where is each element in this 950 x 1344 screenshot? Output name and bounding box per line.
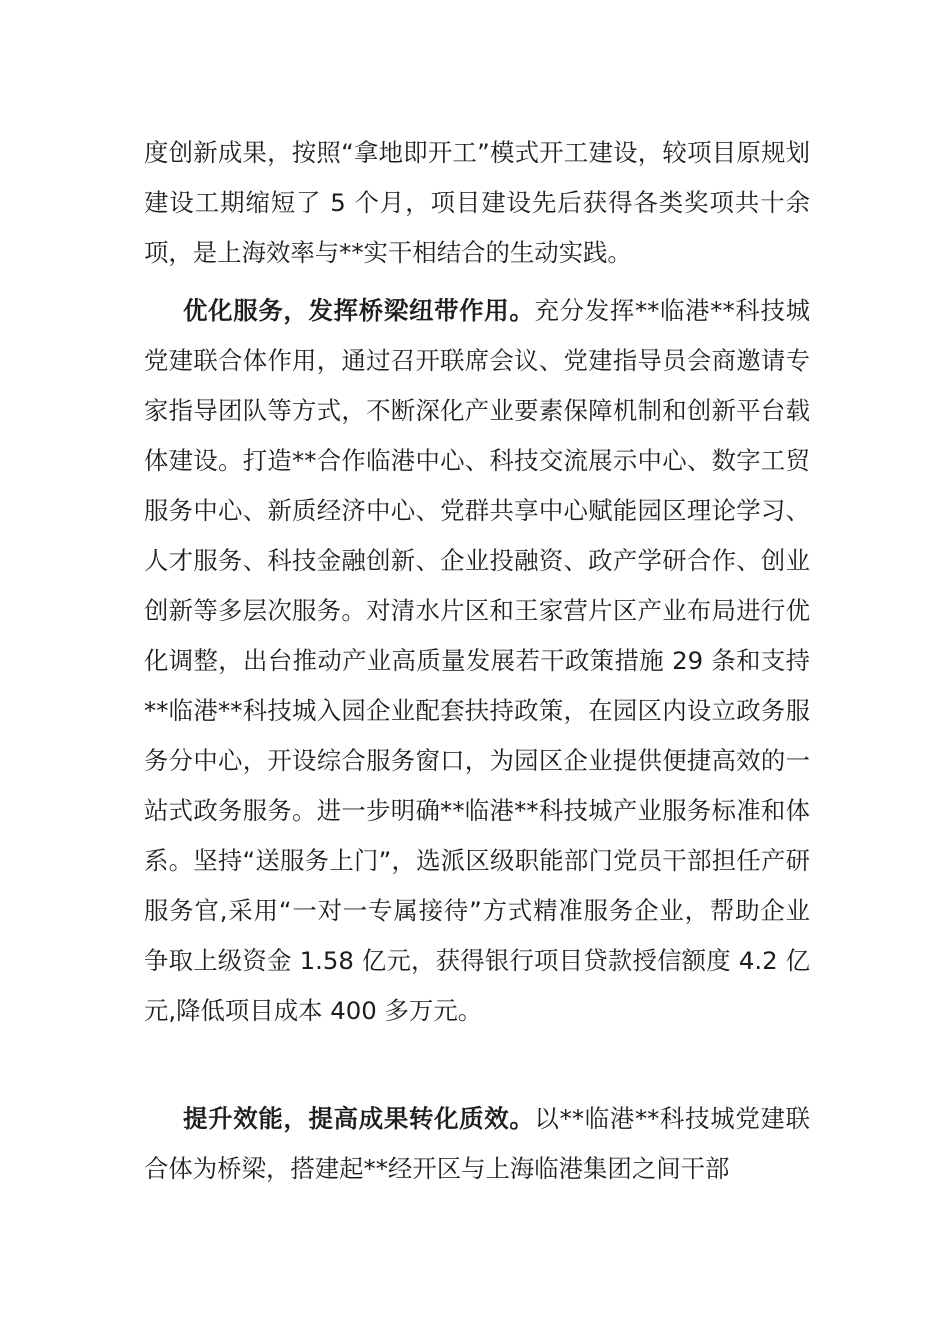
paragraph-3-body: 以**临港**科技城党建联合体为桥梁，搭建起**经开区与上海临港集团之间干部	[144, 1104, 810, 1183]
paragraph-2-heading: 优化服务，发挥桥梁纽带作用。	[183, 296, 535, 325]
paragraph-improve-efficiency	[144, 1094, 810, 1194]
paragraph-2	[144, 286, 810, 1036]
paragraph-2-body: 充分发挥**临港**科技城党建联合体作用，通过召开联席会议、党建指导员会商邀请专家指导团队等方式，不断深化产业要素保障机制和创新平台载体建设。打造**合作临港中心、科技交流展示中心、数字工贸服务中心、新质经济中心、党群共享中心赋能园区理论学习、人才服务、科技金融创新、企业投融资、政产学研合作、创业创新等多层次服务。对清水片区和王家营片区产业布局进行优化调整，出台推动产业高质量发展若干政策措施 29 条和支持**临港**科技城入园企业配套扶持政策，在园区内设立政务服务分中心，开设综合服务窗口，为园区企业提供便捷高效的一站式政务服务。进一步明确**临港**科技城产业服务标准和体系。坚持“送服务上门”，选派区级职能部门党员干部担任产研服务官,采用“一对一专属接待”方式精准服务企业，帮助企业争取上级资金 1.58 亿元，获得银行项目贷款授信额度 4.2 亿元,降低项目成本 400 多万元。	[144, 296, 810, 1025]
paragraph-continuation	[144, 128, 810, 278]
paragraph-3-heading: 提升效能，提高成果转化质效。	[183, 1104, 535, 1133]
paragraph-3	[144, 1094, 810, 1194]
paragraph-optimize-service	[144, 286, 810, 1036]
paragraph-1-text: 度创新成果，按照“拿地即开工”模式开工建设，较项目原规划建设工期缩短了 5 个月，项目建设先后获得各类奖项共十余项，是上海效率与**实干相结合的生动实践。	[144, 138, 810, 267]
